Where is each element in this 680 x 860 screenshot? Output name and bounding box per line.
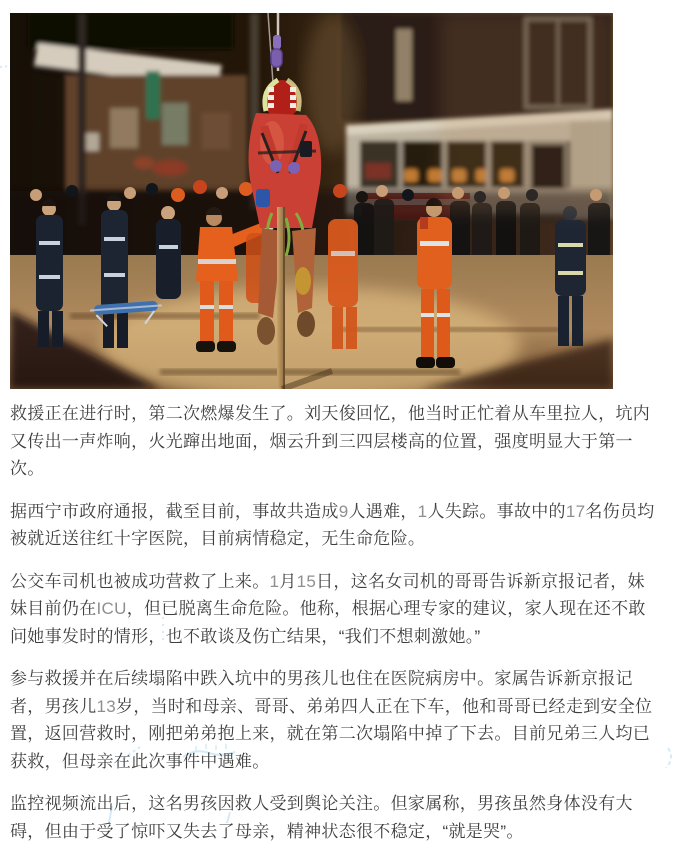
paragraph-second-explosion: 救援正在进行时，第二次燃爆发生了。刘天俊回忆，他当时正忙着从车里拉人，坑内又传出一声炸响，火光蹿出地面，烟云升到三四层楼高的位置，强度明显大于第一次。 bbox=[10, 404, 651, 478]
article-body bbox=[10, 400, 658, 860]
paragraph-casualty-report: 据西宁市政府通报，截至目前，事故共造成9人遇难，1人失踪。事故中的17名伤员均被就近送往红十字医院，目前病情稳定，无生命危险。 bbox=[10, 501, 655, 548]
rescue-photo bbox=[10, 13, 613, 389]
paragraph-boy-condition: 监控视频流出后，这名男孩因救人受到舆论关注。但家属称，男孩虽然身体没有大碍，但由于受了惊吓又失去了母亲，精神状态很不稳定，“就是哭”。 bbox=[10, 794, 633, 841]
muddy-boot bbox=[257, 317, 275, 345]
rescue-photo-illustration bbox=[10, 13, 613, 389]
warm-haze bbox=[440, 13, 613, 213]
paragraph-rescued-boy: 参与救援并在后续塌陷中跌入坑中的男孩儿也住在医院病房中。家属告诉新京报记者，男孩儿13岁，当时和母亲、哥哥、弟弟四人正在下车，他和哥哥已经走到安全位置，返回营救时，刚把弟弟抱上来，就在第二次塌陷中掉了下去。目前兄弟三人均已获救，但母亲在此次事件中遇难。 bbox=[10, 669, 653, 771]
paragraph-bus-driver: 公交车司机也被成功营救了上来。1月15日，这名女司机的哥哥告诉新京报记者，妹妹目前仍在ICU，但已脱离生命危险。他称，根据心理专家的建议，家人现在还不敢问她事发时的情形，也不敢谈及伤亡结果，“我们不想刺激她。” bbox=[10, 571, 646, 646]
carabiner bbox=[273, 35, 281, 49]
purple-glove bbox=[270, 160, 282, 172]
